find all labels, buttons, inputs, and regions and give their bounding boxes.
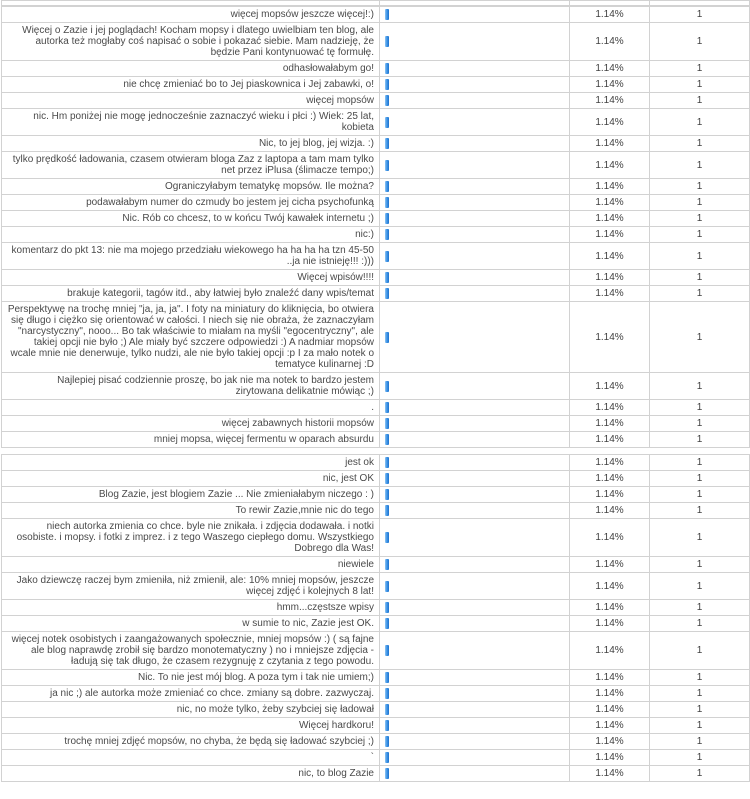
percentage-bar-icon [385,505,389,516]
answer-text: ` [2,750,380,766]
answer-text: więcej notek osobistych i zaangażowanych społecznie, mniej mopsów :) ( są fajne ale blog naprawdę zrobił się bardzo monotematyczny ) no i mniejsze zdjęcia - ładują się tak długo, że czasem rezygnuję z czytania z tego powodu. [2,632,380,670]
percent-value: 1.14% [570,400,650,416]
count-value: 1 [650,373,750,400]
percent-value: 1.14% [570,766,650,782]
answer-text: Nic, to jej blog, jej wizja. :) [2,136,380,152]
bar-cell [380,61,570,77]
percent-value: 1.14% [570,23,650,61]
answer-text: Ograniczyłabym tematykę mopsów. Ile można? [2,179,380,195]
table-row [2,227,750,243]
count-value: 1 [650,152,750,179]
percent-value: 1.14% [570,211,650,227]
percent-value: 1.14% [570,93,650,109]
count-value: 1 [650,503,750,519]
answer-text: Perspektywę na trochę mniej "ja, ja, ja". I foty na miniatury do kliknięcia, bo otwiera się długo i ciężko się orientować w całości. I niech się nie obraża, że zaznaczyłam "narcystyczny", nooo... Bo tak właściwie to miałam na myśli "egocentryczny", ale takiej opcji nie było ;) Ale miały być szczere odpowiedzi :) A nadmiar mopsów wcale mnie nie denerwuje, tylko nudzi, ale nie było takiej opcji :p I za mało notek o tematyce kulinarnej :D [2,302,380,373]
percentage-bar-icon [385,618,389,629]
count-value: 1 [650,750,750,766]
table-row [2,400,750,416]
count-cell [650,1,750,6]
bar-cell [380,519,570,557]
table-row [2,243,750,270]
percentage-bar-icon [385,532,389,543]
percent-value: 1.14% [570,270,650,286]
percentage-bar-icon [385,559,389,570]
answer-text: niech autorka zmienia co chce. byle nie znikała. i zdjęcia dodawała. i notki osobiste. i mopsy. i fotki z imprez. i z tego Waszego ciepłego domu. Wszystkiego Dobrego dla Was! [2,519,380,557]
bar-cell [380,503,570,519]
percentage-bar-icon [385,95,389,106]
table-row [2,416,750,432]
answer-text: mniej mopsa, więcej fermentu w oparach absurdu [2,432,380,448]
percentage-bar-icon [385,473,389,484]
percent-value: 1.14% [570,632,650,670]
answer-text: . [2,400,380,416]
table-row [2,766,750,782]
answer-text: Jako dziewczę raczej bym zmieniła, niż zmienił, ale: 10% mniej mopsów, jeszcze więcej zdjęć i kolejnych 8 lat! [2,573,380,600]
percent-value: 1.14% [570,734,650,750]
bar-cell [380,487,570,503]
percent-value: 1.14% [570,471,650,487]
table-row [2,519,750,557]
percent-value: 1.14% [570,432,650,448]
percentage-bar-icon [385,213,389,224]
percentage-bar-icon [385,602,389,613]
count-value: 1 [650,632,750,670]
bar-cell [380,734,570,750]
answer-text: więcej zabawnych historii mopsów [2,416,380,432]
answer-text: więcej mopsów [2,93,380,109]
percentage-bar-icon [385,645,389,656]
answer-text: nic:) [2,227,380,243]
count-value: 1 [650,718,750,734]
answer-text [2,1,380,6]
count-value: 1 [650,670,750,686]
table-row [2,286,750,302]
bar-cell [380,686,570,702]
bar-cell [380,573,570,600]
table-row [2,503,750,519]
bar-cell [380,227,570,243]
percent-value: 1.14% [570,179,650,195]
answer-text: Nic. To nie jest mój blog. A poza tym i tak nie umiem;) [2,670,380,686]
bar-cell [380,766,570,782]
bar-cell [380,1,570,6]
table-row [2,93,750,109]
table-row [2,632,750,670]
count-value: 1 [650,702,750,718]
answer-text: ja nic ;) ale autorka może zmieniać co chce. zmiany są dobre. zazwyczaj. [2,686,380,702]
percentage-bar-icon [385,181,389,192]
answer-text: trochę mniej zdjęć mopsów, no chyba, że będą się ładować szybciej ;) [2,734,380,750]
bar-cell [380,211,570,227]
table-row [2,750,750,766]
percentage-bar-icon [385,720,389,731]
percentage-bar-icon [385,332,389,343]
bar-cell [380,432,570,448]
count-value: 1 [650,270,750,286]
count-value: 1 [650,573,750,600]
table-row [2,471,750,487]
count-value: 1 [650,195,750,211]
table-row [2,23,750,61]
percent-value: 1.14% [570,670,650,686]
count-value: 1 [650,109,750,136]
answer-text: Blog Zazie, jest blogiem Zazie ... Nie zmieniałabym niczego : ) [2,487,380,503]
bar-cell [380,77,570,93]
percentage-bar-icon [385,229,389,240]
count-value: 1 [650,686,750,702]
percentage-bar-icon [385,160,389,171]
percentage-bar-icon [385,251,389,262]
bar-cell [380,455,570,471]
percent-value: 1.14% [570,416,650,432]
percentage-bar-icon [385,418,389,429]
table-row [2,152,750,179]
percent-value: 1.14% [570,227,650,243]
percentage-bar-icon [385,704,389,715]
count-value: 1 [650,23,750,61]
answer-text: więcej mopsów jeszcze więcej!:) [2,7,380,23]
percent-value: 1.14% [570,503,650,519]
table-row [2,702,750,718]
bar-cell [380,195,570,211]
bar-cell [380,702,570,718]
percentage-bar-icon [385,736,389,747]
percent-value: 1.14% [570,373,650,400]
table-row [2,270,750,286]
bar-cell [380,302,570,373]
table-row [2,77,750,93]
table-row [2,573,750,600]
count-value: 1 [650,416,750,432]
percentage-bar-icon [385,63,389,74]
count-value: 1 [650,302,750,373]
percent-value: 1.14% [570,152,650,179]
bar-cell [380,152,570,179]
answers-table-section-2 [1,454,750,782]
answers-table-section-1 [1,6,750,448]
count-value: 1 [650,243,750,270]
answer-text: hmm...częstsze wpisy [2,600,380,616]
count-value: 1 [650,286,750,302]
count-value: 1 [650,557,750,573]
table-row [2,455,750,471]
count-value: 1 [650,77,750,93]
table-row [2,670,750,686]
bar-cell [380,7,570,23]
answer-text: w sumie to nic, Zazie jest OK. [2,616,380,632]
percent-value: 1.14% [570,302,650,373]
bar-cell [380,471,570,487]
table-row [2,61,750,77]
table-row [2,136,750,152]
table-row [2,557,750,573]
answer-text: komentarz do pkt 13: nie ma mojego przedziału wiekowego ha ha ha ha tzn 45-50 ..ja nie istnieję!!! :))) [2,243,380,270]
answer-text: Więcej hardkoru! [2,718,380,734]
percent-value: 1.14% [570,557,650,573]
count-value: 1 [650,432,750,448]
bar-cell [380,243,570,270]
bar-cell [380,557,570,573]
percentage-bar-icon [385,489,389,500]
answer-text: jest ok [2,455,380,471]
percent-value: 1.14% [570,750,650,766]
bar-cell [380,179,570,195]
count-value: 1 [650,734,750,750]
table-row [2,211,750,227]
percent-value: 1.14% [570,243,650,270]
bar-cell [380,373,570,400]
count-value: 1 [650,93,750,109]
percentage-bar-icon [385,197,389,208]
answer-text: nic, no może tylko, żeby szybciej się ładował [2,702,380,718]
percentage-bar-icon [385,117,389,128]
answer-text: nic, to blog Zazie [2,766,380,782]
percent-value: 1.14% [570,686,650,702]
percent-value: 1.14% [570,77,650,93]
answer-text: nie chcę zmieniać bo to Jej piaskownica i Jej zabawki, o! [2,77,380,93]
table-row [2,109,750,136]
count-value: 1 [650,227,750,243]
count-value: 1 [650,211,750,227]
bar-cell [380,400,570,416]
answer-text: Więcej o Zazie i jej poglądach! Kocham mopsy i dlatego uwielbiam ten blog, ale autorka też mogłaby coś napisać o sobie i pokazać siebie. Mam nadzieję, że będzie Pani kontynuować tę formułę. [2,23,380,61]
count-value: 1 [650,487,750,503]
bar-cell [380,416,570,432]
percentage-bar-icon [385,402,389,413]
table-row [2,718,750,734]
percentage-bar-icon [385,138,389,149]
count-value: 1 [650,766,750,782]
bar-cell [380,270,570,286]
answer-text: odhasłowałabym go! [2,61,380,77]
percent-value: 1.14% [570,455,650,471]
answer-text: podawałabym numer do czmudy bo jestem jej cicha psychofunką [2,195,380,211]
answer-text: nic, jest OK [2,471,380,487]
count-value: 1 [650,61,750,77]
percentage-bar-icon [385,434,389,445]
count-value: 1 [650,616,750,632]
percentage-bar-icon [385,36,389,47]
percent-value: 1.14% [570,136,650,152]
percent-value: 1.14% [570,616,650,632]
percentage-bar-icon [385,672,389,683]
percent-value: 1.14% [570,573,650,600]
count-value: 1 [650,179,750,195]
percent-cell [570,1,650,6]
bar-cell [380,632,570,670]
percent-value: 1.14% [570,702,650,718]
bar-cell [380,23,570,61]
bar-cell [380,93,570,109]
percent-value: 1.14% [570,519,650,557]
table-row [2,302,750,373]
table-row [2,373,750,400]
percentage-bar-icon [385,9,389,20]
bar-cell [380,600,570,616]
percent-value: 1.14% [570,718,650,734]
table-row [2,600,750,616]
bar-cell [380,718,570,734]
bar-cell [380,136,570,152]
partial-row [2,1,750,6]
answer-text: Więcej wpisów!!!! [2,270,380,286]
percentage-bar-icon [385,288,389,299]
percentage-bar-icon [385,768,389,779]
bar-cell [380,750,570,766]
bar-cell [380,670,570,686]
count-value: 1 [650,471,750,487]
percentage-bar-icon [385,381,389,392]
percent-value: 1.14% [570,195,650,211]
percentage-bar-icon [385,79,389,90]
answer-text: tylko prędkość ładowania, czasem otwieram bloga Zaz z laptopa a tam mam tylko net przez iPlusa (ślimacze tempo;) [2,152,380,179]
table-row [2,432,750,448]
bar-cell [380,616,570,632]
count-value: 1 [650,7,750,23]
percentage-bar-icon [385,581,389,592]
answer-text: brakuje kategorii, tagów itd., aby łatwiej było znaleźć dany wpis/temat [2,286,380,302]
table-row [2,487,750,503]
answer-text: To rewir Zazie,mnie nic do tego [2,503,380,519]
count-value: 1 [650,400,750,416]
answer-text: Nic. Rób co chcesz, to w końcu Twój kawałek internetu ;) [2,211,380,227]
count-value: 1 [650,455,750,471]
bar-cell [380,286,570,302]
answer-text: nic. Hm poniżej nie mogę jednocześnie zaznaczyć wieku i płci :) Wiek: 25 lat, kobieta [2,109,380,136]
percent-value: 1.14% [570,7,650,23]
percent-value: 1.14% [570,286,650,302]
percent-value: 1.14% [570,61,650,77]
table-row [2,734,750,750]
table-row [2,195,750,211]
percent-value: 1.14% [570,109,650,136]
percent-value: 1.14% [570,600,650,616]
bar-cell [380,109,570,136]
percent-value: 1.14% [570,487,650,503]
answer-text: niewiele [2,557,380,573]
percentage-bar-icon [385,457,389,468]
count-value: 1 [650,136,750,152]
answer-text: Najlepiej pisać codziennie proszę, bo jak nie ma notek to bardzo jestem zirytowana delikatnie mówiąc ;) [2,373,380,400]
table-row [2,616,750,632]
count-value: 1 [650,519,750,557]
count-value: 1 [650,600,750,616]
percentage-bar-icon [385,752,389,763]
percentage-bar-icon [385,272,389,283]
table-row [2,686,750,702]
table-row [2,179,750,195]
percentage-bar-icon [385,688,389,699]
table-row [2,7,750,23]
